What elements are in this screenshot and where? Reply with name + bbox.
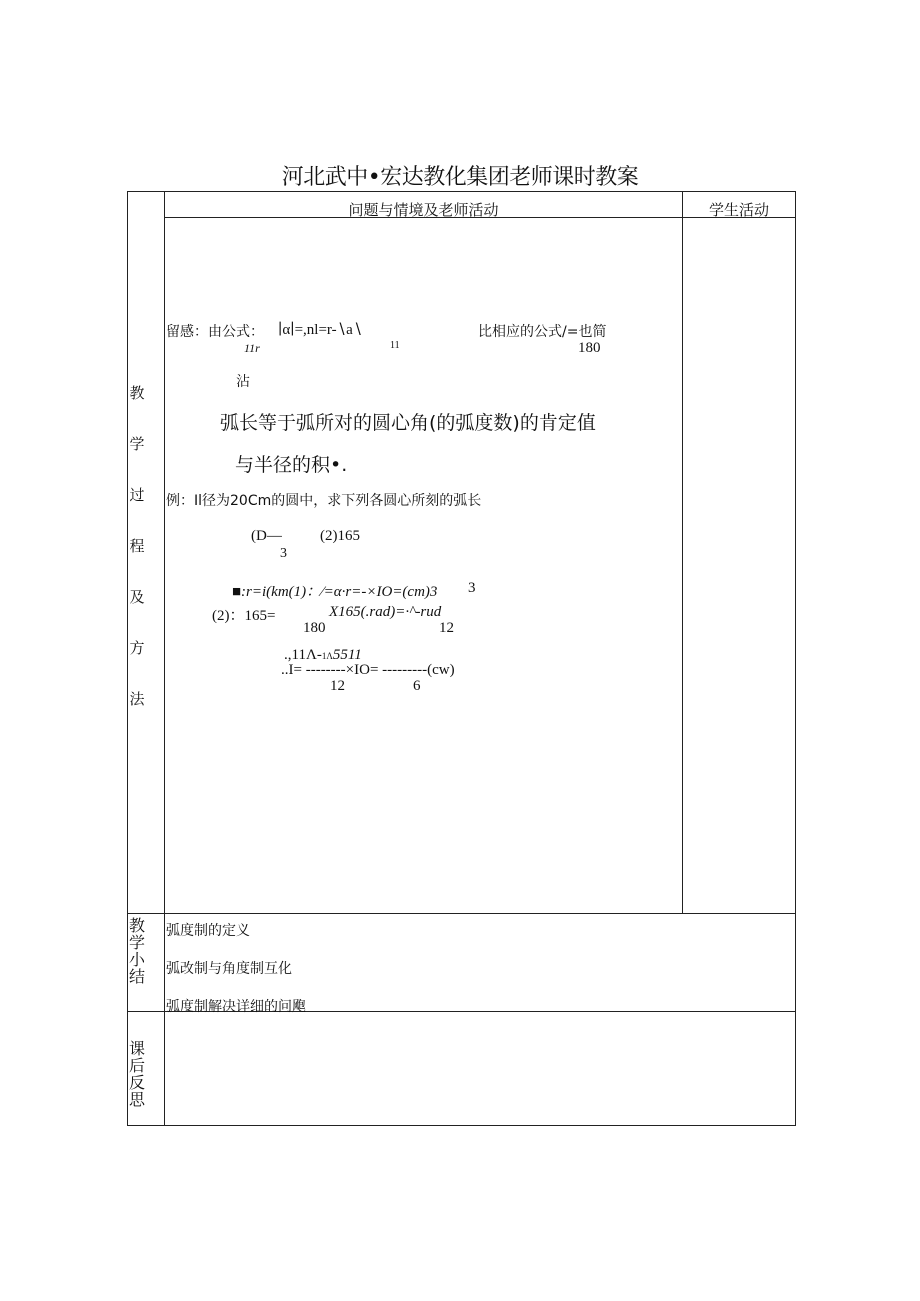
reflection-label: 课后反思	[128, 1039, 145, 1109]
process-label-char: 过	[129, 486, 145, 504]
header-teacher-activity: 问题与情境及老师活动	[348, 201, 499, 219]
summary-item: 弧度制解决详细的问飑	[166, 999, 306, 1015]
label-column-divider	[164, 191, 165, 1126]
solution-1-tail: 3	[468, 580, 476, 596]
process-label-char: 法	[129, 690, 145, 708]
solution-3-top-small: 1Λ	[321, 651, 333, 661]
arc-length-statement: 弧长等于弧所对的圆心角(的弧度数)的肯定值	[220, 412, 596, 434]
summary-item: 弧改制与角度制互化	[166, 961, 292, 977]
solution-3-denominator: 12	[330, 678, 345, 694]
table-border-right	[795, 191, 796, 1126]
compare-denominator: 180	[578, 340, 601, 356]
formula-subscript-2: 11	[390, 340, 400, 351]
solution-3-denominator-2: 6	[413, 678, 421, 694]
table-border-bottom	[127, 1125, 796, 1126]
process-label-char: 教	[129, 384, 145, 402]
arc-length-statement-cont: 与半径的积•.	[235, 454, 348, 476]
question-1: (D—	[251, 528, 282, 544]
summary-label: 教学小结	[128, 916, 145, 986]
process-label-char: 程	[129, 537, 145, 555]
question-2: (2)165	[320, 528, 360, 544]
compare-text: 比相应的公式/=也简	[478, 324, 607, 340]
table-border-left	[127, 191, 128, 1126]
example-text: 例：Il径为20Cm的圆中，求下列各圆心所刻的弧长	[166, 493, 482, 509]
note-word: 沾	[236, 374, 250, 390]
process-label-char: 及	[129, 588, 145, 606]
solution-3-main: ..I= --------×IO= ---------(cw)	[281, 662, 455, 678]
table-border-top	[127, 191, 796, 192]
solution-3-top-text: .,11Λ-	[284, 647, 322, 663]
solution-2-denominator-2: 12	[439, 620, 454, 636]
header-student-activity: 学生活动	[708, 201, 769, 219]
process-label-char: 学	[129, 435, 145, 453]
process-label-char: 方	[129, 639, 145, 657]
formula-expression: ∣α∣=,nl=r-∖a∖	[278, 322, 363, 338]
formula-subscript: 11r	[244, 341, 260, 355]
solution-2-denominator: 180	[303, 620, 326, 636]
page-title: 河北武中•宏达教化集团老师课时教案	[281, 165, 639, 190]
formula-intro: 留感：由公式：	[166, 324, 264, 340]
question-1-denominator: 3	[280, 546, 287, 561]
solution-2-left: (2)：165=	[212, 608, 276, 624]
solution-2-expression: X165(.rad)=·^-rud	[329, 604, 442, 620]
solution-1: ■:r=i(km(1)：⁄=α·r=-×IO=(cm)3	[232, 584, 438, 600]
solution-3-top-tail: 5511	[332, 647, 362, 663]
summary-item: 弧度制的定义	[166, 923, 250, 939]
process-row-divider	[127, 913, 796, 914]
student-column-divider	[682, 191, 683, 913]
